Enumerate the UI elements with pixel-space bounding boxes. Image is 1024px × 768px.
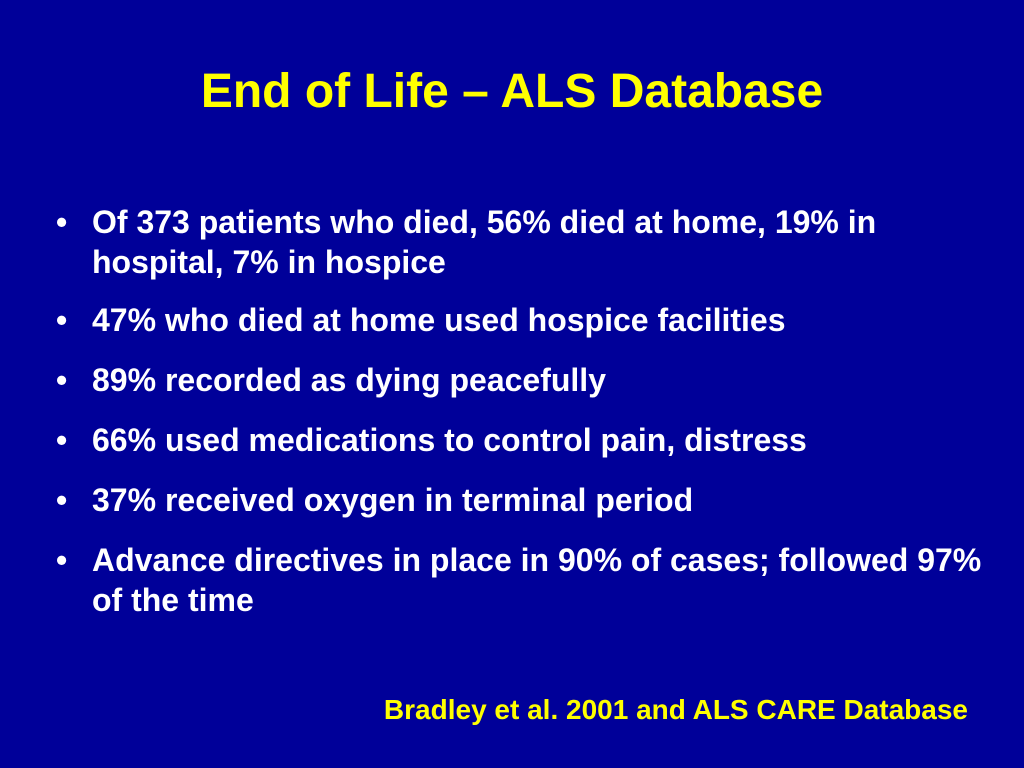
bullet-text: 89% recorded as dying peacefully bbox=[92, 362, 606, 398]
bullet-text: Of 373 patients who died, 56% died at home, 19% in hospital, 7% in hospice bbox=[92, 204, 877, 280]
bullet-item bbox=[56, 360, 996, 400]
bullet-text: 37% received oxygen in terminal period bbox=[92, 482, 694, 518]
bullet-list bbox=[56, 202, 996, 640]
citation: Bradley et al. 2001 and ALS CARE Database bbox=[383, 694, 968, 725]
slide-title: End of Life – ALS Database bbox=[200, 65, 824, 118]
bullet-text: 66% used medications to control pain, distress bbox=[92, 422, 807, 458]
bullet-text: 47% who died at home used hospice facilities bbox=[92, 302, 786, 338]
bullet-item bbox=[56, 420, 996, 460]
bullet-item bbox=[56, 480, 996, 520]
bullet-symbol: • bbox=[56, 482, 68, 518]
bullet-item bbox=[56, 300, 996, 340]
bullet-symbol: • bbox=[56, 302, 68, 338]
bullet-symbol: • bbox=[56, 362, 68, 398]
bullet-item bbox=[56, 202, 996, 282]
bullet-symbol: • bbox=[56, 204, 68, 240]
bullet-symbol: • bbox=[56, 542, 68, 578]
bullet-item bbox=[56, 540, 996, 620]
bullet-text: Advance directives in place in 90% of cases; followed 97% of the time bbox=[92, 542, 982, 618]
bullet-symbol: • bbox=[56, 422, 68, 458]
